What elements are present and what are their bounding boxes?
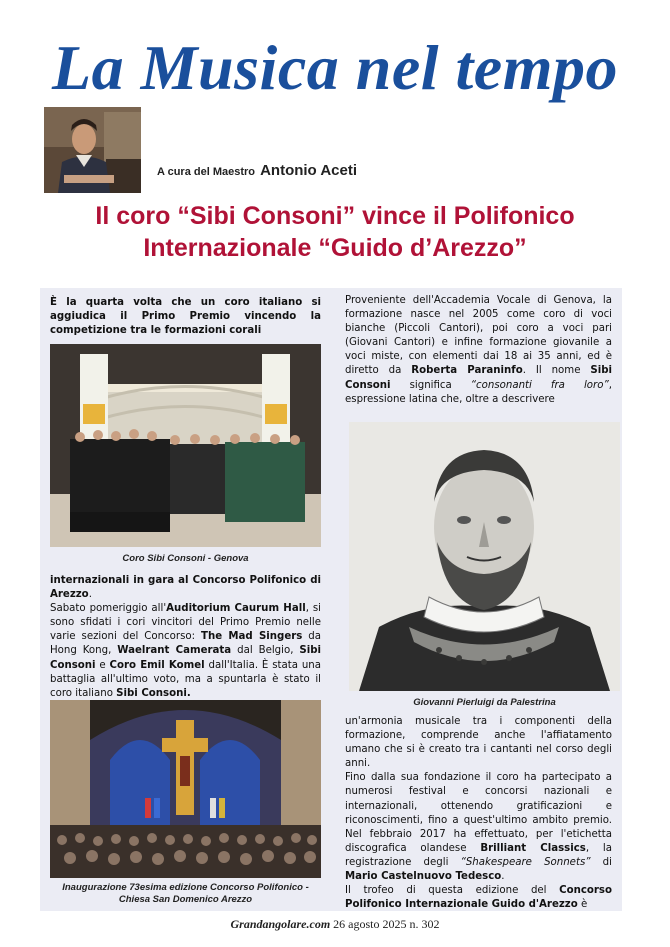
article-text: , espressione latina che, oltre a descrivere xyxy=(345,379,612,405)
article-text: Sabato pomeriggio all' xyxy=(50,603,167,615)
byline-prefix: A cura del Maestro xyxy=(157,166,256,178)
article-text: dall'Italia. È stata una battaglia all'ultimo voto, ma a spuntarla è stato il coro italiano xyxy=(50,659,322,699)
byline-author-name: Antonio Aceti xyxy=(260,162,358,179)
choir-photo-caption: Coro Sibi Consoni - Genova xyxy=(122,553,249,564)
work-title: “Shakespeare Sonnets” xyxy=(460,856,591,868)
article-headline xyxy=(0,200,670,264)
article-text: , la registrazione degli xyxy=(345,842,612,868)
article-right-column-bottom xyxy=(345,715,612,912)
article-right-column-top xyxy=(345,294,612,407)
page-footer xyxy=(0,917,670,932)
article-text: Il trofeo di questa edizione del xyxy=(345,885,560,897)
masthead-title: La Musica nel tempo xyxy=(52,32,618,103)
composer-name: Mario Castelnuovo Tedesco xyxy=(345,871,502,883)
article-text: Fino dalla sua fondazione il coro ha partecipato a numerosi festival e concorsi nazionali e internazionali, ottenendo gratificazioni e riconoscimenti, fino a quest'ultimo ambito premio. Nel febbraio 2017 ha effettuato, per l'etichetta discografica olandese xyxy=(345,772,612,854)
choir-name: Sibi Consoni xyxy=(345,365,612,391)
palestrina-caption: Giovanni Pierluigi da Palestrina xyxy=(413,697,556,708)
church-photo-caption: Inaugurazione 73esima edizione Concorso Polifonico - Chiesa San Domenico Arezzo xyxy=(62,882,309,905)
choir-photo xyxy=(50,344,321,547)
article-text: . xyxy=(501,871,505,883)
choir-name: Coro Emil Komel xyxy=(109,659,205,671)
headline-line-2: Internazionale “Guido d’Arezzo” xyxy=(143,234,527,262)
footer-issue: 26 agosto 2025 n. 302 xyxy=(333,917,440,931)
article-text: Proveniente dell'Accademia Vocale di Genova, la formazione nasce nel 2005 come coro di voci bianche (Piccoli Cantori), poi coro a voci pari (Giovani Cantori) e infine formazione giovanile a voci miste, con elementi dai 18 ai 35 anni, ed è diretto da xyxy=(345,295,612,377)
venue-name: Auditorium Caurum Hall xyxy=(166,603,306,615)
choir-name: Sibi Consoni. xyxy=(116,687,191,699)
author-photo xyxy=(44,107,141,193)
director-name: Roberta Paraninfo xyxy=(411,365,523,377)
article-text: dal Belgio, xyxy=(231,645,300,657)
footer-site: Grandangolare.com xyxy=(230,917,331,931)
contest-name: Concorso Polifonico Internazionale Guido d'Arezzo xyxy=(345,885,612,911)
record-label: Brilliant Classics xyxy=(480,842,586,854)
article-text: da Hong Kong, xyxy=(50,631,321,657)
article-text: . Il nome xyxy=(522,365,591,377)
headline-line-1: Il coro “Sibi Consoni” vince il Polifonico xyxy=(95,202,575,230)
byline xyxy=(157,162,357,179)
latin-phrase: “consonanti fra loro” xyxy=(470,379,609,391)
choir-name: The Mad Singers xyxy=(201,631,303,643)
church-photo xyxy=(50,700,321,878)
article-intro: È la quarta volta che un coro italiano si aggiudica il Primo Premio vincendo la competizione tra le formazioni corali xyxy=(50,297,321,337)
article-text: di xyxy=(590,856,612,868)
article-text: è xyxy=(577,899,588,911)
choir-name: Waelrant Camerata xyxy=(117,645,232,657)
article-intro-continuation: internazionali in gara al Concorso Polifonico di Arezzo xyxy=(50,575,321,601)
palestrina-portrait xyxy=(349,422,620,691)
choir-name: Sibi Consoni xyxy=(50,645,321,671)
article-text: e xyxy=(95,659,110,671)
article-text: , si sono sfidati i cori vincitori del Primo Premio nelle varie sezioni del Concorso: xyxy=(50,603,321,643)
article-paragraph-3: un'armonia musicale tra i componenti della formazione, comprende anche l'affiatamento umano che si è creato tra i cantanti nel corso degli anni. xyxy=(345,716,612,770)
article-left-column: internazionali in gara al Concorso Polifonico di Arezzo. Sabato pomeriggio all'Auditorium Caurum Hall, si sono sfidati i cori vincitori del Primo Premio nelle varie sezioni del Concorso: The Mad Singers da Hong Kong, Waelrant Camerata dal Belgio, Sibi Consoni e Coro Emil Komel dall'Italia. È stata una battaglia all'ultimo voto, ma a spuntarla è stato il coro italiano Sibi Consoni. xyxy=(50,575,322,699)
article-text: significa xyxy=(390,379,471,391)
